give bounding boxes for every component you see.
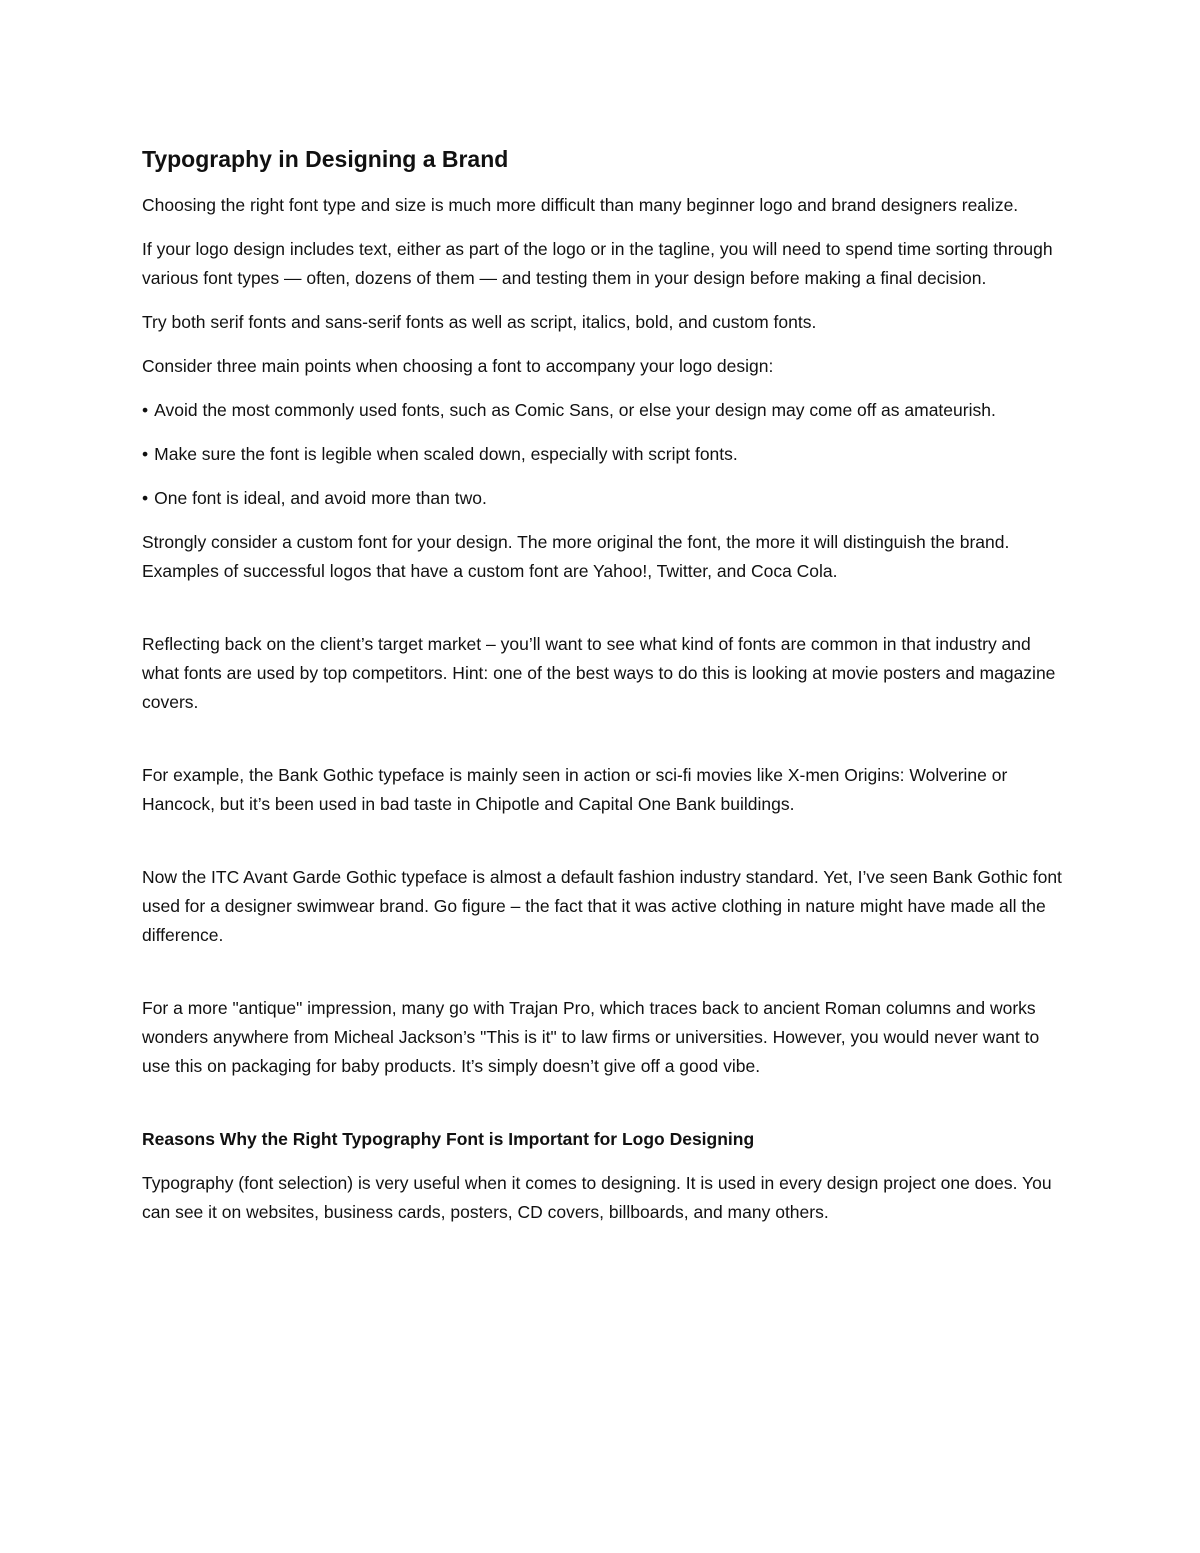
paragraph: For a more "antique" impression, many go with Trajan Pro, which traces back to ancient Roman columns and works wonders anywhere from Micheal Jackson’s "This is it" to law firms or universities. However, you would never want to use this on packaging for baby products. It’s simply doesn’t give off a good vibe. [142, 998, 1040, 1076]
bullet-item [142, 440, 1067, 469]
bullet-marker: • [142, 488, 149, 508]
document-title: Typography in Designing a Brand [142, 146, 509, 172]
paragraph: Typography (font selection) is very useful when it comes to designing. It is used in every design project one does. You can see it on websites, business cards, posters, CD covers, billboards, and many others. [142, 1173, 1052, 1222]
document-body [142, 143, 1067, 1242]
paragraph: Try both serif fonts and sans-serif fonts as well as script, italics, bold, and custom fonts. [142, 312, 817, 332]
bullet-text: One font is ideal, and avoid more than two. [154, 488, 487, 508]
paragraph: Choosing the right font type and size is much more difficult than many beginner logo and brand designers realize. [142, 195, 1019, 215]
paragraph: Strongly consider a custom font for your design. The more original the font, the more it will distinguish the brand. Examples of successful logos that have a custom font are Yahoo!, Twitter, and Coca Cola. [142, 532, 1010, 581]
paragraph: For example, the Bank Gothic typeface is mainly seen in action or sci-fi movies like X-men Origins: Wolverine or Hancock, but it’s been used in bad taste in Chipotle and Capital One Bank buildings. [142, 765, 1008, 814]
bullet-marker: • [142, 400, 149, 420]
paragraph: If your logo design includes text, either as part of the logo or in the tagline, you will need to spend time sorting through various font types — often, dozens of them — and testing them in your design before making a final decision. [142, 239, 1053, 288]
paragraph: Now the ITC Avant Garde Gothic typeface is almost a default fashion industry standard. Yet, I’ve seen Bank Gothic font used for a designer swimwear brand. Go figure – the fact that it was active clothing in nature might have made all the difference. [142, 867, 1062, 945]
bullet-item [142, 396, 1067, 425]
paragraph: Consider three main points when choosing a font to accompany your logo design: [142, 356, 774, 376]
section-heading: Reasons Why the Right Typography Font is Important for Logo Designing [142, 1129, 755, 1149]
bullet-text: Make sure the font is legible when scaled down, especially with script fonts. [154, 444, 738, 464]
bullet-text: Avoid the most commonly used fonts, such as Comic Sans, or else your design may come off as amateurish. [154, 400, 996, 420]
bullet-marker: • [142, 444, 149, 464]
paragraph: Reflecting back on the client’s target market – you’ll want to see what kind of fonts are common in that industry and what fonts are used by top competitors. Hint: one of the best ways to do this is looking at movie posters and magazine covers. [142, 634, 1056, 712]
bullet-item [142, 484, 1067, 513]
